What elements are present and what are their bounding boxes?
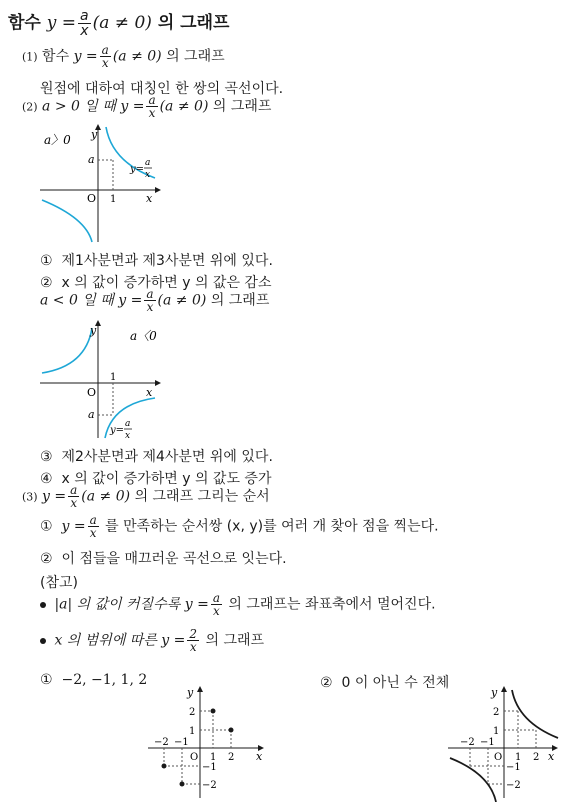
- item-1: ① 제1사분면과 제3사분면 위에 있다.: [40, 253, 273, 269]
- svg-text:−1: −1: [506, 762, 521, 773]
- svg-text:2: 2: [189, 707, 196, 718]
- x-axis-arrow: [155, 187, 161, 193]
- page-title: [8, 8, 229, 38]
- s1-fraction: $\frac{a}{x}$: [101, 43, 109, 70]
- curve-label: y=: [130, 164, 145, 175]
- svg-text:1: 1: [210, 752, 217, 763]
- svg-text:1: 1: [189, 726, 196, 737]
- svg-text:−2: −2: [460, 737, 475, 748]
- curve-label: y=: [110, 425, 125, 436]
- graph-points: [140, 684, 270, 802]
- y-label: y: [91, 128, 98, 141]
- case-1: ① −2, −1, 1, 2: [40, 672, 148, 688]
- svg-text:a: a: [145, 158, 151, 168]
- svg-text:−2: −2: [154, 737, 169, 748]
- curve-q3: [42, 200, 92, 242]
- svg-text:x: x: [548, 750, 555, 763]
- svg-text:y: y: [187, 686, 194, 699]
- x-label: x: [146, 192, 153, 205]
- note-label: (참고): [40, 575, 78, 591]
- section-1-heading: (1) 함수 y = $\frac{a}{x}$ (a ≠ 0) 의 그래프: [22, 43, 225, 70]
- y-axis-arrow: [501, 686, 507, 692]
- bullet-icon: [40, 602, 46, 608]
- case-2: ② 0 이 아닌 수 전체: [320, 675, 450, 691]
- curve-q2: [42, 328, 92, 373]
- point-m2-m1: [162, 764, 167, 769]
- svg-text:y: y: [491, 686, 498, 699]
- svg-text:2: 2: [228, 752, 235, 763]
- svg-text:2: 2: [533, 752, 540, 763]
- svg-text:O: O: [494, 752, 503, 763]
- origin-label: O: [87, 386, 97, 399]
- svg-text:1: 1: [493, 726, 500, 737]
- svg-text:−1: −1: [480, 737, 495, 748]
- a-tick: a: [88, 153, 95, 166]
- graph-curves: [440, 684, 565, 802]
- point-m1-m2: [180, 782, 185, 787]
- svg-text:−1: −1: [202, 762, 217, 773]
- note-bullet-2: x 의 범위에 따른 y = $\frac{2}{x}$ 의 그래프: [40, 628, 264, 653]
- bullet-icon: [40, 638, 46, 644]
- graph-label: a〉0: [44, 133, 71, 147]
- origin-label: O: [87, 192, 97, 205]
- point-1-2: [211, 709, 216, 714]
- svg-text:1: 1: [515, 752, 522, 763]
- one-tick: 1: [110, 194, 117, 205]
- item-3: ③ 제2사분면과 제4사분면 위에 있다.: [40, 449, 273, 465]
- section-2-heading: (2) a > 0 일 때 y = $\frac{a}{x}$ (a ≠ 0) 의 그래프: [22, 93, 272, 120]
- svg-text:−2: −2: [506, 780, 521, 791]
- point-2-1: [229, 728, 234, 733]
- note-bullet-1: |a| 의 값이 커질수록 y = $\frac{a}{x}$ 의 그래프는 좌표축에서 멀어진다.: [40, 592, 436, 617]
- svg-text:x: x: [125, 431, 131, 441]
- x-label: x: [146, 386, 153, 399]
- section-2b-heading: a < 0 일 때 y = $\frac{a}{x}$ (a ≠ 0) 의 그래프: [40, 287, 270, 314]
- step-1: ① y = $\frac{a}{x}$ 를 만족하는 순서쌍 (x, y)를 여러 개 찾아 점을 찍는다.: [40, 513, 439, 540]
- x-axis-arrow: [155, 380, 161, 386]
- svg-text:x: x: [145, 170, 151, 180]
- title-suffix: 의 그래프: [157, 13, 230, 33]
- y-axis-arrow: [197, 686, 203, 692]
- section-1-desc: 원점에 대하여 대칭인 한 쌍의 곡선이다.: [40, 81, 284, 97]
- graph-label: a〈0: [130, 329, 157, 343]
- one-tick: 1: [110, 372, 117, 383]
- svg-text:O: O: [190, 752, 199, 763]
- svg-text:−2: −2: [202, 780, 217, 791]
- svg-text:a: a: [125, 419, 131, 429]
- title-cond: (a ≠ 0): [92, 13, 152, 33]
- title-fraction: $\frac{a}{x}$: [80, 7, 89, 39]
- a-tick: a: [88, 408, 95, 421]
- step-2: ② 이 점들을 매끄러운 곡선으로 잇는다.: [40, 551, 287, 567]
- curve-q3: [450, 758, 496, 802]
- title-prefix: 함수: [8, 13, 41, 33]
- svg-text:2: 2: [493, 707, 500, 718]
- y-label: y: [90, 324, 97, 337]
- graph-a-negative: [30, 318, 170, 443]
- section-3-heading: (3) y = $\frac{a}{x}$ (a ≠ 0) 의 그래프 그리는 순서: [22, 483, 270, 510]
- title-eq: y =: [46, 13, 77, 33]
- svg-text:x: x: [256, 750, 263, 763]
- svg-text:−1: −1: [174, 737, 189, 748]
- graph-a-positive: [30, 122, 170, 247]
- item-2: ② x 의 값이 증가하면 y 의 값은 감소: [40, 275, 272, 291]
- item-4: ④ x 의 값이 증가하면 y 의 값도 증가: [40, 471, 272, 487]
- curve-q1: [512, 690, 558, 738]
